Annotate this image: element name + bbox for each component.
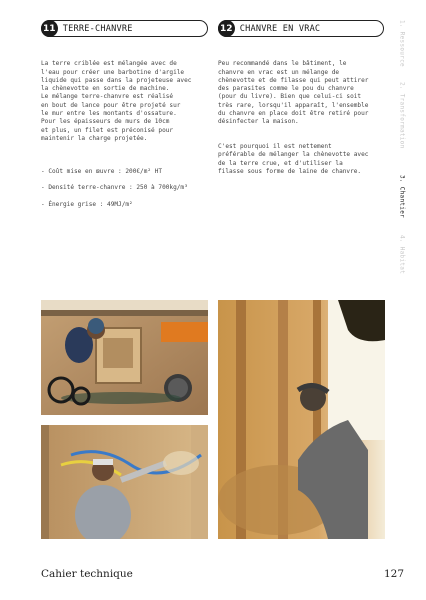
section-title-terre-chanvre: TERRE-CHANVRE <box>62 23 133 34</box>
photo-worker-at-wall <box>218 300 385 539</box>
footer-publication-title: Cahier technique <box>41 568 133 580</box>
right-column-text <box>218 52 390 192</box>
section-header-chanvre-en-vrac <box>218 20 384 37</box>
right-paragraph-2: C'est pourquoi il est nettement préférable de mélanger la chènevotte avec de la terre crue, et d'utiliser la filasse sous forme de laine de chanvre. <box>218 142 369 175</box>
side-tab-transformation[interactable] <box>392 82 412 162</box>
bullet-density: - Densité terre-chanvre : 250 à 700kg/m³ <box>41 184 188 192</box>
page-number: 127 <box>383 568 404 580</box>
side-tab-label: 1. Ressource <box>398 20 406 67</box>
photo-worker-at-machine-image <box>41 300 208 415</box>
bullet-cost: - Coût mise en œuvre : 200€/m² HT <box>41 167 163 175</box>
side-tab-habitat[interactable] <box>392 235 412 280</box>
photo-worker-at-wall-image <box>218 300 385 539</box>
section-title-chanvre-en-vrac: CHANVRE EN VRAC <box>239 23 321 34</box>
side-tab-chantier[interactable] <box>392 175 412 223</box>
photo-worker-spraying <box>41 425 208 539</box>
photo-worker-at-machine <box>41 300 208 415</box>
section-number-11: 11 <box>41 20 58 37</box>
side-tab-label: 2. Transformation <box>398 82 406 149</box>
section-header-terre-chanvre <box>41 20 208 37</box>
side-tab-ressource[interactable] <box>392 20 412 70</box>
side-tab-label: 3. Chantier <box>398 175 406 219</box>
bullet-grey-energy: - Énergie grise : 49MJ/m² <box>41 201 133 209</box>
side-tab-label: 4. Habitat <box>398 235 406 275</box>
photo-worker-spraying-image <box>41 425 208 539</box>
left-bullet-list <box>41 160 211 218</box>
right-paragraph-1: Peu recommandé dans le bâtiment, le chanvre en vrac est un mélange de chènevotte et de filasse qui peut attirer des parasites comme le pou du chanvre (pour du livre). Bien que celui-ci soit très rare, lorsqu'il apparaît, l'ensemble du chanvre en place doit être retiré pour désinfecter la maison. <box>218 60 369 126</box>
chapter-side-tabs <box>392 20 412 290</box>
left-column-text <box>41 52 211 226</box>
section-number-12: 12 <box>218 20 235 37</box>
left-paragraph: La terre criblée est mélangée avec de l'eau pour créer une barbotine d'argile liquide qui passe dans la projeteuse avec la chènevotte en sortie de machine. Le mélange terre-chanvre est réalisé en bout de lance pour être projeté sur le mur entre les montants d'ossature. Pour les épaisseurs de murs de 10cm et plus, un filet est préconisé pour maintenir la charge projetée. <box>41 60 192 142</box>
